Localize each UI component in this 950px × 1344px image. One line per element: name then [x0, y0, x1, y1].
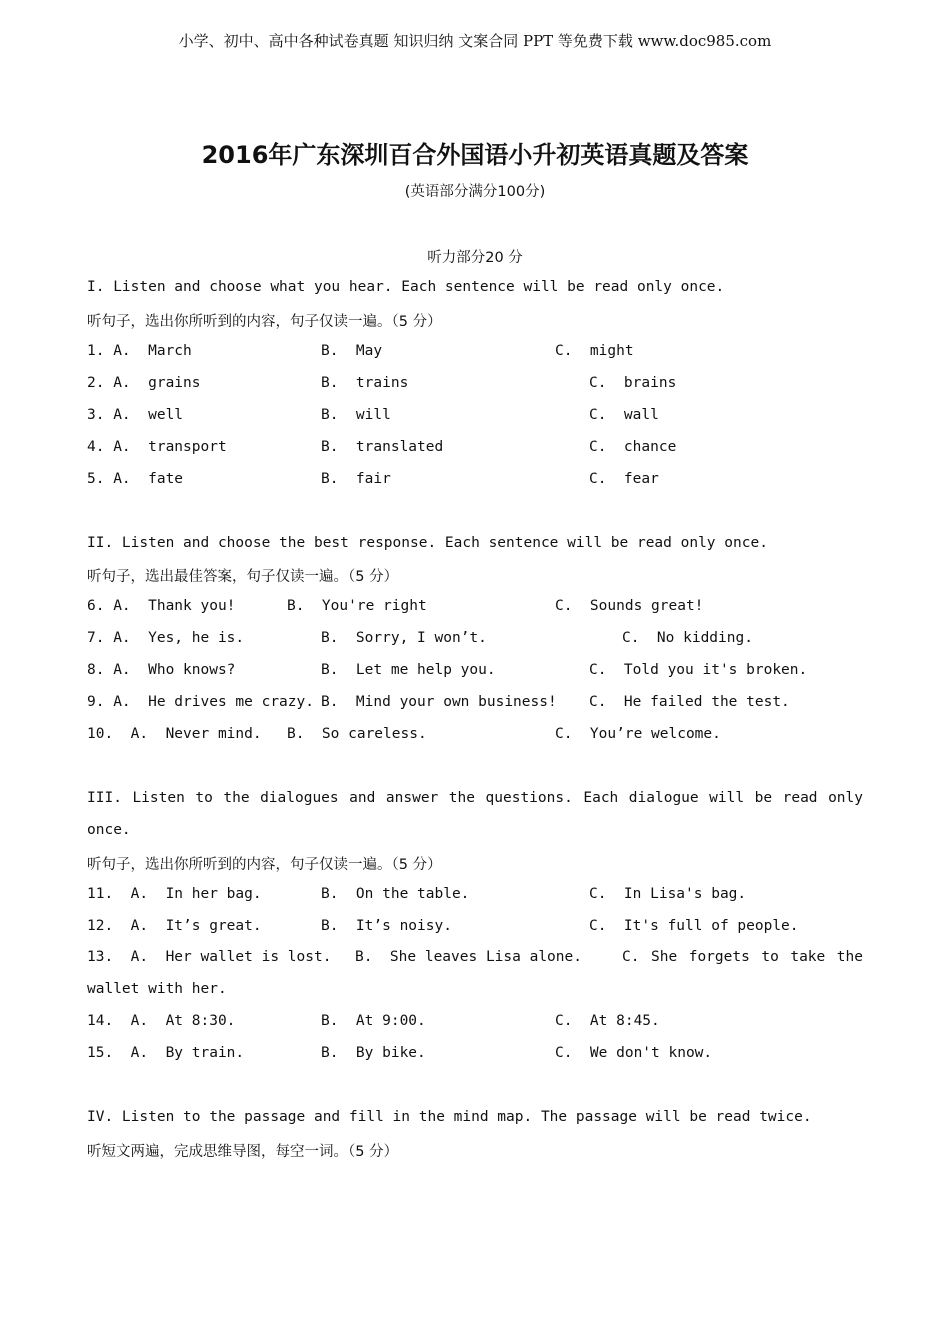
option-b: B. Sorry, I won’t. [321, 630, 487, 646]
option-b: B. So careless. [287, 726, 427, 742]
section-2-instruction: 听句子，选出最佳答案，句子仅读一遍。（5 分） [87, 569, 399, 585]
option-a: 3. A. well [87, 407, 184, 423]
option-c: C. chance [589, 439, 677, 455]
option-c: C. You’re welcome. [555, 726, 721, 742]
option-c: C. He failed the test. [589, 694, 790, 710]
section-1-instruction: 听句子，选出你所听到的内容，句子仅读一遍。（5 分） [87, 314, 442, 330]
option-a: 2. A. grains [87, 375, 201, 391]
option-c: C. fear [589, 471, 659, 487]
section-3-heading: III. Listen to the dialogues and answer the questions. Each dialogue will be read only [87, 790, 863, 806]
option-b: B. It’s noisy. [321, 918, 452, 934]
option-b: B. On the table. [321, 886, 470, 902]
option-b: B. Mind your own business! [321, 694, 557, 710]
option-a: 12. A. It’s great. [87, 918, 262, 934]
option-a: 14. A. At 8:30. [87, 1013, 236, 1029]
option-c: C. In Lisa's bag. [589, 886, 747, 902]
option-a: 10. A. Never mind. [87, 726, 262, 742]
option-a: 6. A. Thank you! [87, 598, 236, 614]
option-c: C. wall [589, 407, 659, 423]
listening-heading: 听力部分20 分 [427, 250, 523, 266]
option-a: 8. A. Who knows? [87, 662, 236, 678]
option-c: C. No kidding. [622, 630, 753, 646]
option-a: 1. A. March [87, 343, 192, 359]
page-title: 2016年广东深圳百合外国语小升初英语真题及答案 [201, 141, 749, 169]
option-c: C. She forgets to take the [622, 949, 863, 965]
page-subtitle: (英语部分满分100分) [404, 184, 546, 200]
option-b: B. You're right [287, 598, 427, 614]
option-a: 9. A. He drives me crazy. [87, 694, 314, 710]
option-b: B. She leaves Lisa alone. [355, 949, 582, 965]
option-a: 15. A. By train. [87, 1045, 245, 1061]
option-c-continuation: wallet with her. [87, 981, 227, 997]
option-b: B. trains [321, 375, 409, 391]
option-b: B. translated [321, 439, 444, 455]
option-c: C. might [555, 343, 634, 359]
section-4-instruction: 听短文两遍，完成思维导图，每空一词。（5 分） [87, 1144, 399, 1160]
option-c: C. It's full of people. [589, 918, 799, 934]
section-3-heading-cont: once. [87, 822, 131, 838]
option-c: C. At 8:45. [555, 1013, 660, 1029]
option-a: 11. A. In her bag. [87, 886, 262, 902]
option-c: C. Told you it's broken. [589, 662, 808, 678]
option-b: B. May [321, 343, 383, 359]
section-3-instruction: 听句子，选出你所听到的内容，句子仅读一遍。（5 分） [87, 857, 442, 873]
option-c: C. We don't know. [555, 1045, 713, 1061]
option-b: B. By bike. [321, 1045, 426, 1061]
option-c: C. Sounds great! [555, 598, 704, 614]
option-a: 7. A. Yes, he is. [87, 630, 245, 646]
section-2-heading: II. Listen and choose the best response. Each sentence will be read only once. [87, 535, 768, 551]
section-4-heading: IV. Listen to the passage and fill in the mind map. The passage will be read twice. [87, 1109, 812, 1125]
option-b: B. Let me help you. [321, 662, 496, 678]
site-header: 小学、初中、高中各种试卷真题 知识归纳 文案合同 PPT 等免费下载 www.doc985.com [178, 32, 772, 50]
option-b: B. At 9:00. [321, 1013, 426, 1029]
option-a: 5. A. fate [87, 471, 184, 487]
option-a: 4. A. transport [87, 439, 227, 455]
option-a: 13. A. Her wallet is lost. [87, 949, 332, 965]
section-1-heading: I. Listen and choose what you hear. Each sentence will be read only once. [87, 279, 725, 295]
option-c: C. brains [589, 375, 677, 391]
option-b: B. fair [321, 471, 391, 487]
option-b: B. will [321, 407, 391, 423]
